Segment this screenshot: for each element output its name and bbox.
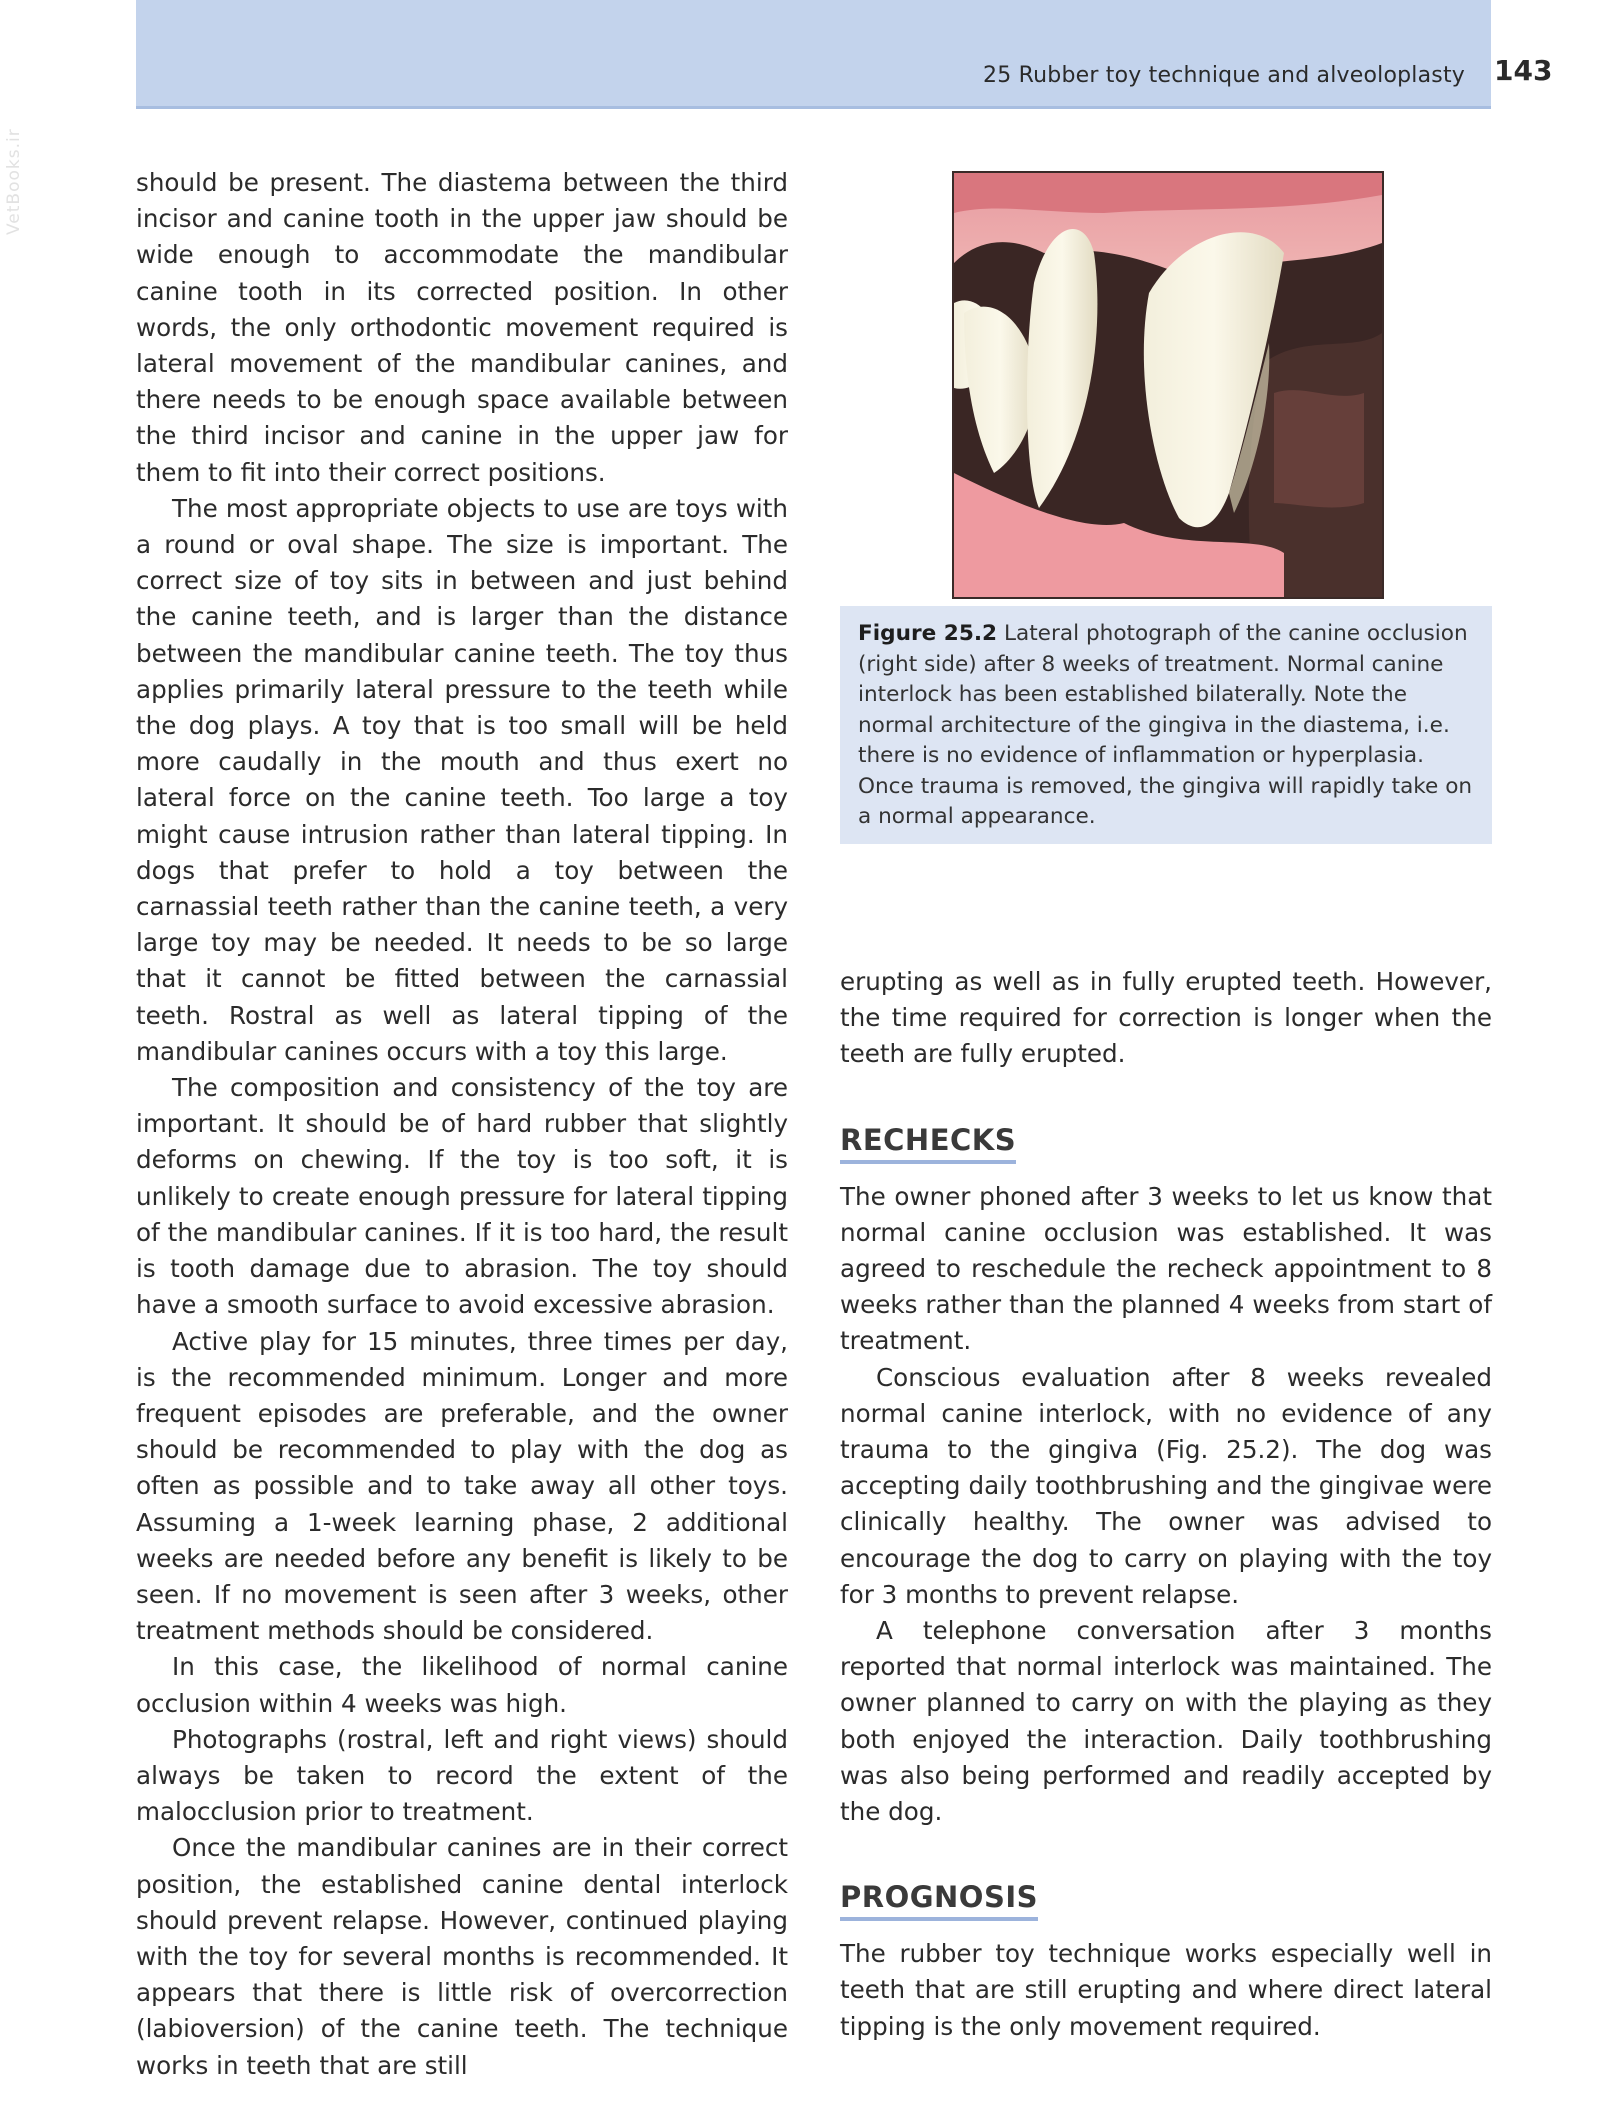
body-paragraph: The composition and consistency of the toy are important. It should be of hard rubber that slightly deforms on chewing. If the toy is too soft, it is unlikely to create enough pressure for lateral tipping of the mandibular canines. If it is too hard, the result is tooth damage due to abrasion. The toy should have a smooth surface to avoid excessive abrasion.	[136, 1073, 788, 1320]
figure-label: Figure 25.2	[858, 621, 998, 646]
section-heading-prognosis	[840, 1879, 1492, 1921]
body-paragraph: Once the mandibular canines are in their correct position, the established canine dental interlock should prevent relapse. However, continued playing with the toy for several months is recommended. It appears that there is little risk of overcorrection (labioversion) of the canine teeth. The technique works in teeth that are still	[136, 1833, 788, 2080]
figure-photo	[952, 171, 1384, 599]
body-paragraph: should be present. The diastema between the third incisor and canine tooth in the upper jaw should be wide enough to accommodate the mandibular canine tooth in its corrected position. In other words, the only orthodontic movement required is lateral movement of the mandibular canines, and there needs to be enough space available between the third incisor and canine in the upper jaw for them to fit into their correct positions.	[136, 168, 788, 487]
body-paragraph: A telephone conversation after 3 months reported that normal interlock was maintained. The owner planned to carry on with the playing as they both enjoyed the interaction. Daily toothbrushing was also being performed and readily accepted by the dog.	[840, 1616, 1492, 1827]
left-column	[136, 165, 788, 2084]
figure-caption	[840, 606, 1492, 844]
body-paragraph: Photographs (rostral, left and right views) should always be taken to record the extent of the malocclusion prior to treatment.	[136, 1724, 788, 1827]
body-paragraph: The owner phoned after 3 weeks to let us know that normal canine occlusion was established. It was agreed to reschedule the recheck appointment to 8 weeks rather than the planned 4 weeks from start of treatment.	[840, 1181, 1492, 1356]
section-heading-text: RECHECKS	[840, 1122, 1016, 1164]
running-header	[136, 0, 1491, 109]
body-paragraph: Active play for 15 minutes, three times per day, is the recommended minimum. Longer and more frequent episodes are preferable, and the owner should be recommended to play with the dog as often as possible and to take away all other toys. Assuming a 1-week learning phase, 2 additional weeks are needed before any benefit is likely to be seen. If no movement is seen after 3 weeks, other treatment methods should be considered.	[136, 1326, 788, 1646]
watermark: VetBooks.ir	[4, 128, 24, 235]
chapter-title: 25 Rubber toy technique and alveoloplasty	[983, 63, 1465, 88]
section-heading-rechecks	[840, 1122, 1492, 1164]
body-paragraph: In this case, the likelihood of normal canine occlusion within 4 weeks was high.	[136, 1652, 788, 1718]
body-paragraph: The most appropriate objects to use are toys with a round or oval shape. The size is important. The correct size of toy sits in between and just behind the canine teeth, and is larger than the distance between the mandibular canine teeth. The toy thus applies primarily lateral pressure to the teeth while the dog plays. A toy that is too small will be held more caudally in the mouth and thus exert no lateral force on the canine teeth. Too large a toy might cause intrusion rather than lateral tipping. In dogs that prefer to hold a toy between the carnassial teeth rather than the canine teeth, a very large toy may be needed. It needs to be so large that it cannot be fitted between the carnassial teeth. Rostral as well as lateral tipping of the mandibular canines occurs with a toy this large.	[136, 493, 788, 1066]
body-paragraph: erupting as well as in fully erupted teeth. However, the time required for correction is longer when the teeth are fully erupted.	[840, 967, 1492, 1069]
right-column	[840, 964, 1492, 2045]
body-paragraph: The rubber toy technique works especially well in teeth that are still erupting and where direct lateral tipping is the only movement required.	[840, 1939, 1492, 2041]
page-number: 143	[1494, 54, 1553, 87]
body-paragraph: Conscious evaluation after 8 weeks revealed normal canine interlock, with no evidence of any trauma to the gingiva (Fig. 25.2). The dog was accepting daily toothbrushing and the gingivae were clinically healthy. The owner was advised to encourage the dog to carry on playing with the toy for 3 months to prevent relapse.	[840, 1362, 1492, 1609]
figure-caption-text: Lateral photograph of the canine occlusion (right side) after 8 weeks of treatment. Normal canine interlock has been established bilaterally. Note the normal architecture of the gingiva in the diastema, i.e. there is no evidence of inflammation or hyperplasia. Once trauma is removed, the gingiva will rapidly take on a normal appearance.	[858, 621, 1473, 829]
section-heading-text: PROGNOSIS	[840, 1879, 1038, 1921]
